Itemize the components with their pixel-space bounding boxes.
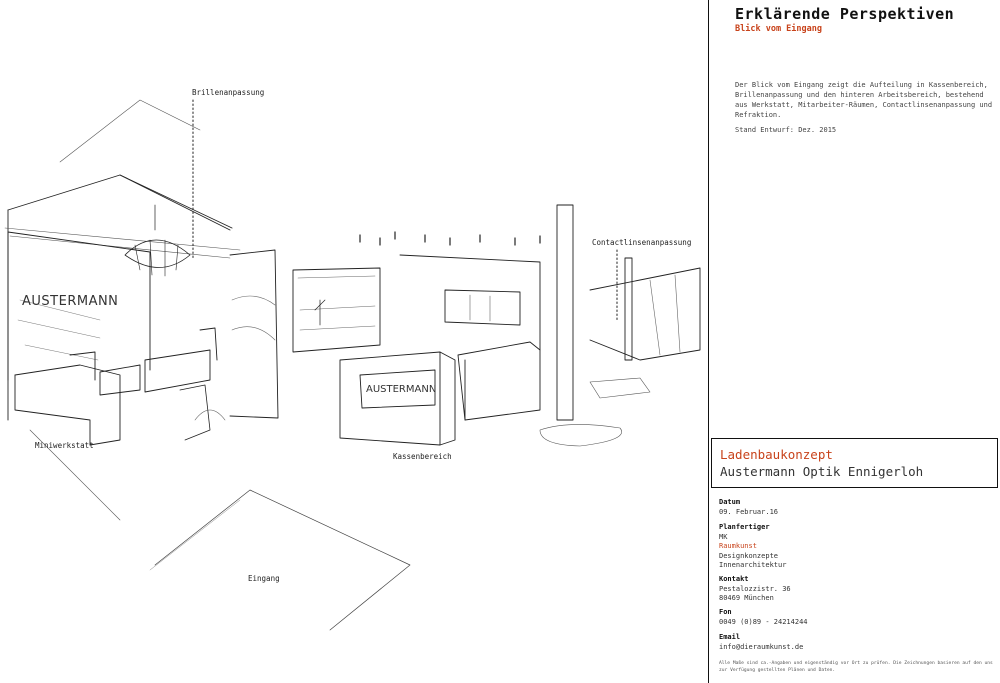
footnote: Alle Maße sind ca.-Angaben und eigenständig vor Ort zu prüfen. Die Zeichnungen basieren auf den uns zur Verfügung gestellten Plänen und Daten. xyxy=(719,661,993,673)
planfertiger-line2: Raumkunst xyxy=(719,542,757,550)
fon-value: 0049 (0)89 - 24214244 xyxy=(719,617,808,626)
kontakt-street: Pestalozzistr. 36 xyxy=(719,584,791,593)
project-title: Ladenbaukonzept xyxy=(720,447,833,462)
wall-sign: AUSTERMANN xyxy=(22,294,119,309)
kontakt-label: Kontakt xyxy=(719,575,749,583)
email-block xyxy=(719,633,994,652)
planfertiger-line3: Designkonzepte xyxy=(719,551,779,560)
page-subtitle: Blick vom Eingang xyxy=(735,24,822,34)
project-box xyxy=(711,438,998,488)
planfertiger-block xyxy=(719,523,994,571)
datum-block xyxy=(719,498,994,517)
kontakt-block xyxy=(719,575,994,604)
page-title: Erklärende Perspektiven xyxy=(735,5,955,23)
label-brillenanpassung: Brillenanpassung xyxy=(192,88,265,97)
planfertiger-line1: MK xyxy=(719,532,728,541)
planfertiger-label: Planfertiger xyxy=(719,523,770,531)
label-contactlinsenanpassung: Contactlinsenanpassung xyxy=(592,238,692,247)
fon-block xyxy=(719,608,994,627)
datum-label: Datum xyxy=(719,498,741,506)
label-eingang: Eingang xyxy=(248,574,280,583)
email-label: Email xyxy=(719,633,741,641)
description-text: Der Blick vom Eingang zeigt die Aufteilung in Kassenbereich, Brillenanpassung und den hinteren Arbeitsbereich, bestehend aus Werkstatt, Mitarbeiter-Räumen, Contactlinsenanpassung und Refraktion. xyxy=(735,81,993,119)
draft-date: Stand Entwurf: Dez. 2015 xyxy=(735,126,837,134)
project-name: Austermann Optik Ennigerloh xyxy=(720,464,924,479)
fon-label: Fon xyxy=(719,608,732,616)
title-block xyxy=(708,0,1000,683)
kontakt-city: 80469 München xyxy=(719,594,774,602)
datum-value: 09. Februar.16 xyxy=(719,507,779,516)
planfertiger-line4: Innenarchitektur xyxy=(719,561,787,569)
email-value: info@dieraumkunst.de xyxy=(719,642,804,651)
label-kassenbereich: Kassenbereich xyxy=(393,452,452,461)
label-miniwerkstatt: Miniwerkstatt xyxy=(35,441,94,450)
counter-sign: AUSTERMANN xyxy=(366,384,437,395)
